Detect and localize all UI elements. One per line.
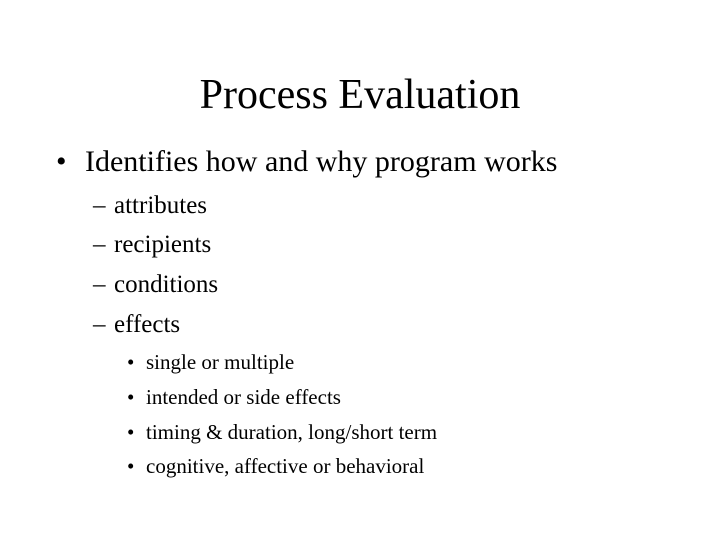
effect-detail-text: single or multiple <box>146 350 295 374</box>
main-bullet-text: Identifies how and why program works <box>85 145 558 178</box>
bullet-marker: • <box>127 420 135 444</box>
sub-item-text: recipients <box>114 231 212 258</box>
effect-detail-text: intended or side effects <box>146 385 341 409</box>
sub-item-text: effects <box>114 311 181 338</box>
effect-detail-text: cognitive, affective or behavioral <box>146 454 425 478</box>
effect-detail-text: timing & duration, long/short term <box>146 420 438 444</box>
dash-marker: – <box>93 231 106 258</box>
sub-item-text: conditions <box>114 271 219 298</box>
slide-title: Process Evaluation <box>199 72 521 118</box>
bullet-marker: • <box>127 350 135 374</box>
bullet-marker: • <box>127 385 135 409</box>
dash-marker: – <box>93 192 106 219</box>
bullet-marker: • <box>127 454 135 478</box>
sub-item-text: attributes <box>114 192 208 219</box>
dash-marker: – <box>93 271 106 298</box>
bullet-marker: • <box>56 145 67 178</box>
dash-marker: – <box>93 311 106 338</box>
